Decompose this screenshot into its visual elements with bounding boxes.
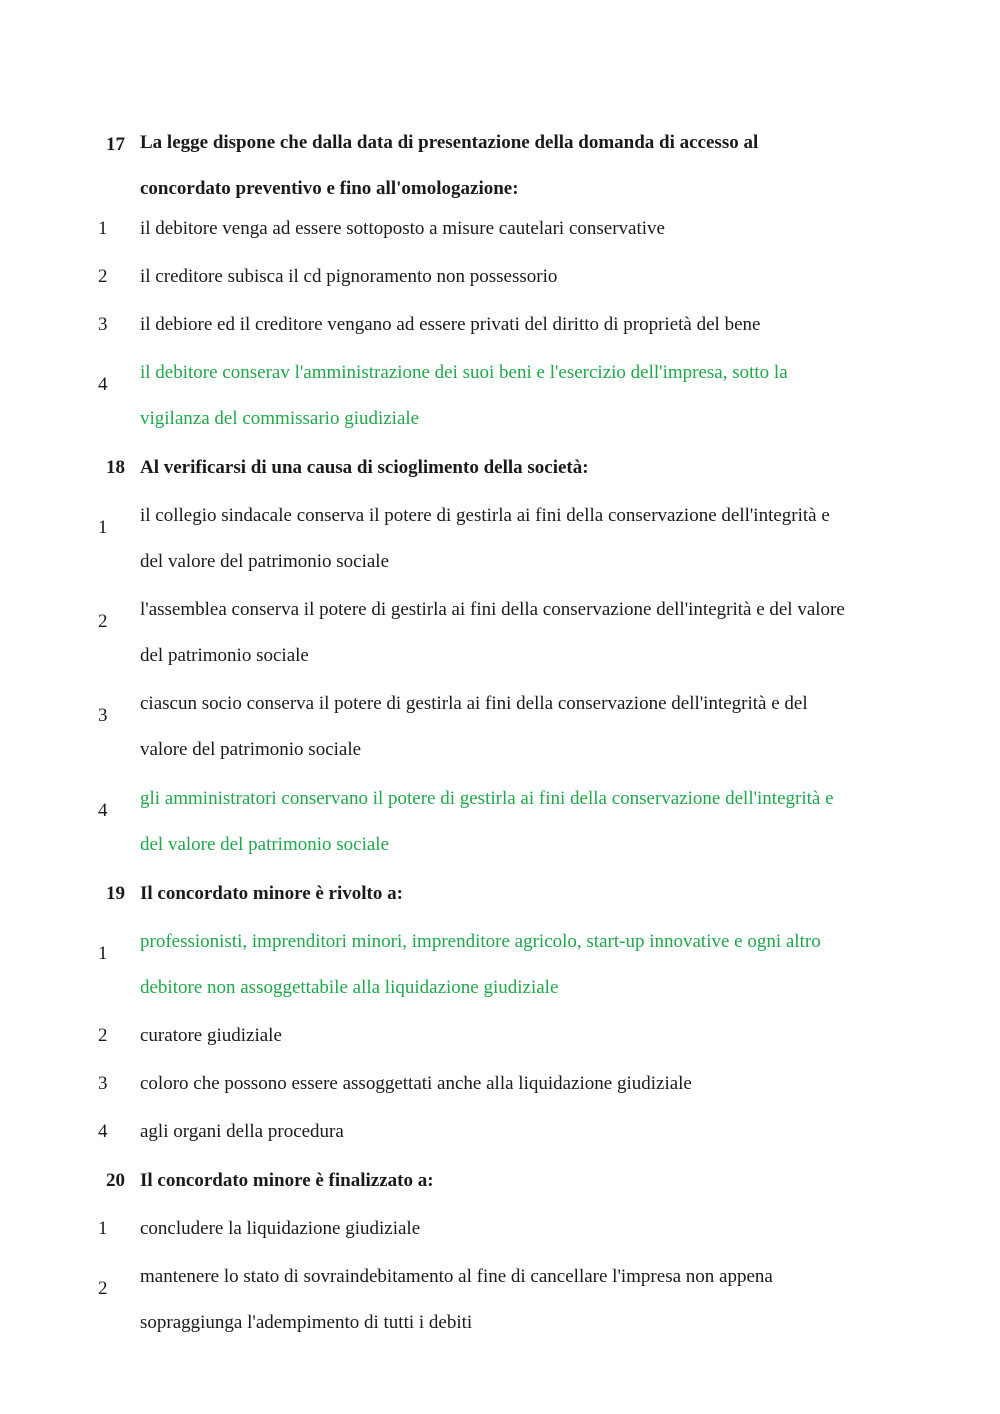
question-number: 17 bbox=[106, 134, 125, 155]
answer-number: 4 bbox=[98, 800, 108, 821]
question-number: 19 bbox=[106, 883, 125, 904]
answer-number: 1 bbox=[98, 218, 108, 239]
answer-line: coloro che possono essere assoggettati anche alla liquidazione giudiziale bbox=[140, 1073, 692, 1094]
answer-text bbox=[140, 206, 900, 252]
question-line: Il concordato minore è rivolto a: bbox=[140, 883, 403, 904]
answer-text bbox=[140, 681, 900, 773]
answer-line: il collegio sindacale conserva il potere di gestirla ai fini della conservazione dell'integrità e bbox=[140, 505, 830, 526]
answer-text bbox=[140, 1254, 900, 1346]
question-line: Il concordato minore è finalizzato a: bbox=[140, 1170, 434, 1191]
answer-line: professionisti, imprenditori minori, imprenditore agricolo, start-up innovative e ogni altro bbox=[140, 931, 821, 952]
answer-number: 3 bbox=[98, 314, 108, 335]
question-text bbox=[140, 1158, 900, 1204]
answer-line: concludere la liquidazione giudiziale bbox=[140, 1218, 421, 1239]
answer-text bbox=[140, 1013, 900, 1059]
answer-text bbox=[140, 493, 900, 585]
answer-number: 1 bbox=[98, 517, 108, 538]
question-number: 20 bbox=[106, 1170, 125, 1191]
question-text bbox=[140, 445, 900, 491]
answer-text-correct bbox=[140, 776, 900, 868]
answer-line: debitore non assoggettabile alla liquidazione giudiziale bbox=[140, 977, 559, 998]
answer-text bbox=[140, 1109, 900, 1155]
answer-text bbox=[140, 302, 900, 348]
answer-line: vigilanza del commissario giudiziale bbox=[140, 408, 420, 429]
question-text bbox=[140, 871, 900, 917]
answer-number: 2 bbox=[98, 1025, 108, 1046]
answer-line: curatore giudiziale bbox=[140, 1025, 282, 1046]
answer-number: 2 bbox=[98, 611, 108, 632]
question-number: 18 bbox=[106, 457, 125, 478]
answer-line: il debiore ed il creditore vengano ad essere privati del diritto di proprietà del bene bbox=[140, 314, 761, 335]
question-line: La legge dispone che dalla data di presentazione della domanda di accesso al bbox=[140, 132, 759, 153]
answer-line: valore del patrimonio sociale bbox=[140, 739, 362, 760]
answer-line: il debitore venga ad essere sottoposto a misure cautelari conservative bbox=[140, 218, 665, 239]
answer-line: gli amministratori conservano il potere di gestirla ai fini della conservazione dell'integrità e bbox=[140, 788, 834, 809]
answer-number: 3 bbox=[98, 1073, 108, 1094]
answer-line: del valore del patrimonio sociale bbox=[140, 551, 390, 572]
answer-text bbox=[140, 1061, 900, 1107]
question-text bbox=[140, 120, 900, 212]
answer-line: del patrimonio sociale bbox=[140, 645, 309, 666]
answer-line: il creditore subisca il cd pignoramento non possessorio bbox=[140, 266, 558, 287]
answer-text-correct bbox=[140, 350, 900, 442]
answer-line: l'assemblea conserva il potere di gestirla ai fini della conservazione dell'integrità e del valore bbox=[140, 599, 845, 620]
answer-text bbox=[140, 254, 900, 300]
answer-number: 4 bbox=[98, 1121, 108, 1142]
answer-number: 1 bbox=[98, 943, 108, 964]
answer-number: 2 bbox=[98, 1278, 108, 1299]
question-line: Al verificarsi di una causa di scioglimento della società: bbox=[140, 457, 589, 478]
answer-number: 2 bbox=[98, 266, 108, 287]
answer-line: sopraggiunga l'adempimento di tutti i debiti bbox=[140, 1312, 473, 1333]
question-line: concordato preventivo e fino all'omologazione: bbox=[140, 178, 519, 199]
answer-text bbox=[140, 587, 900, 679]
answer-line: agli organi della procedura bbox=[140, 1121, 344, 1142]
answer-number: 4 bbox=[98, 374, 108, 395]
answer-line: ciascun socio conserva il potere di gestirla ai fini della conservazione dell'integrità e del bbox=[140, 693, 808, 714]
answer-text bbox=[140, 1206, 900, 1252]
answer-number: 3 bbox=[98, 705, 108, 726]
answer-line: del valore del patrimonio sociale bbox=[140, 834, 390, 855]
answer-line: mantenere lo stato di sovraindebitamento al fine di cancellare l'impresa non appena bbox=[140, 1266, 773, 1287]
answer-number: 1 bbox=[98, 1218, 108, 1239]
answer-line: il debitore conserav l'amministrazione dei suoi beni e l'esercizio dell'impresa, sotto la bbox=[140, 362, 788, 383]
answer-text-correct bbox=[140, 919, 900, 1011]
